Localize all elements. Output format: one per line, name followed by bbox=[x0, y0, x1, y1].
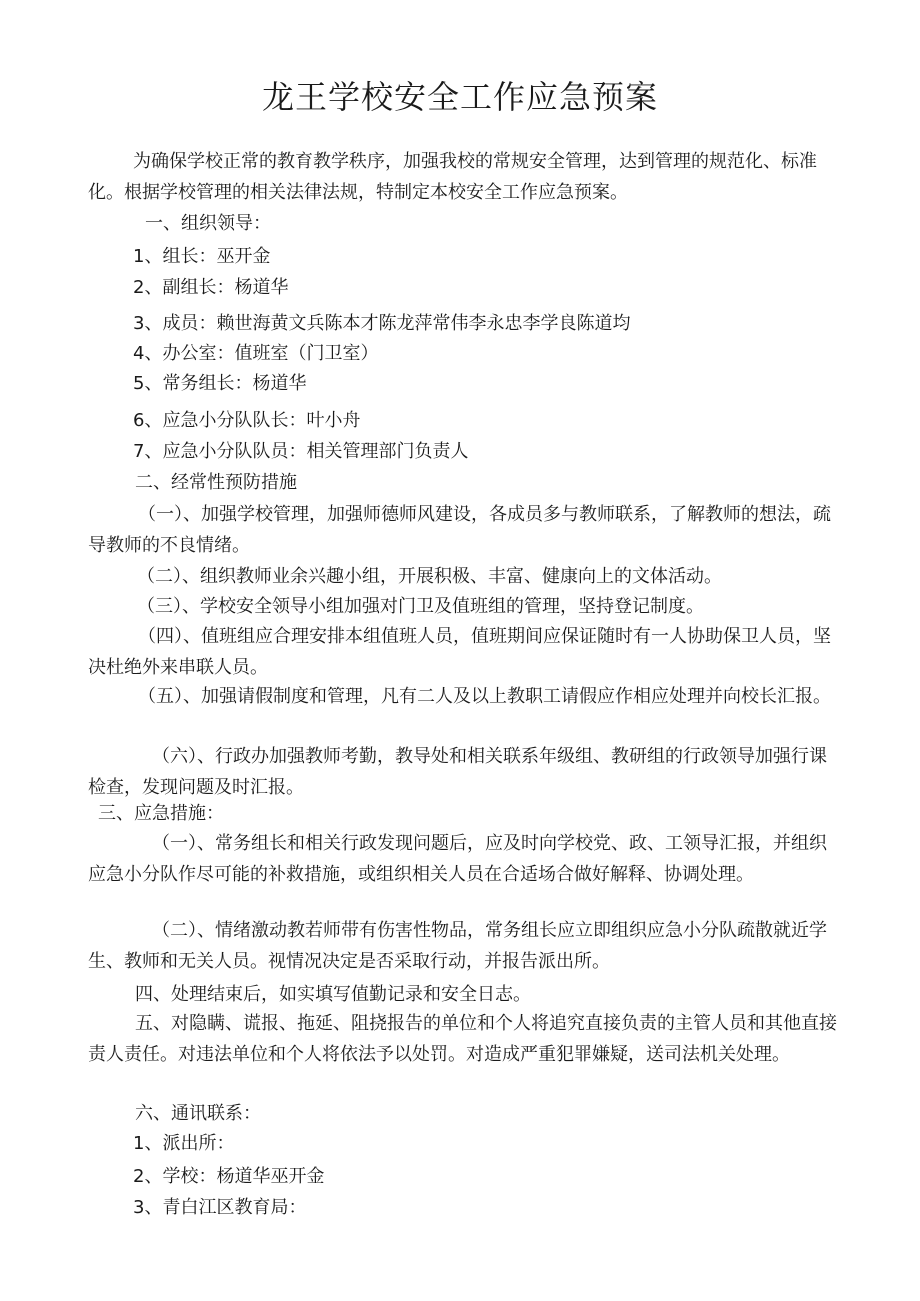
section2-paragraph-3: （三）、学校安全领导小组加强对门卫及值班组的管理，坚持登记制度。 bbox=[137, 596, 704, 617]
intro-paragraph: 为确保学校正常的教育教学秩序，加强我校的常规安全管理，达到管理的规范化、标准化。根据学校管理的相关法律法规，特制定本校安全工作应急预案。 bbox=[88, 151, 817, 203]
school-contact-item: 2、学校：杨道华巫开金 bbox=[133, 1166, 325, 1187]
section3-paragraph-1: （一）、常务组长和相关行政发现问题后，应及时向学校党、政、工领导汇报，并组织应急小分队作尽可能的补救措施，或组织相关人员在合适场合做好解释、协调处理。 bbox=[88, 833, 827, 885]
section2-paragraph-5: （五）、加强请假制度和管理，凡有二人及以上教职工请假应作相应处理并向校长汇报。 bbox=[138, 686, 831, 707]
members-item: 3、成员：赖世海黄文兵陈本才陈龙萍常伟李永忠李学良陈道均 bbox=[133, 313, 631, 334]
section2-paragraph-6: （六）、行政办加强教师考勤，教导处和相关联系年级组、教研组的行政领导加强行课检查，发现问题及时汇报。 bbox=[88, 746, 827, 798]
section2-heading: 二、经常性预防措施 bbox=[135, 472, 297, 493]
section2-paragraph-1: （一）、加强学校管理，加强师德师风建设，各成员多与教师联系，了解教师的想法，疏导教师的不良情绪。 bbox=[88, 504, 831, 556]
document-title: 龙王学校安全工作应急预案 bbox=[261, 78, 658, 116]
section1-heading: 一、组织领导： bbox=[145, 213, 271, 234]
office-item: 4、办公室：值班室（门卫室） bbox=[133, 343, 379, 364]
leader-item: 1、组长：巫开金 bbox=[133, 246, 271, 267]
section6-heading: 六、通讯联系： bbox=[135, 1103, 261, 1124]
section5-paragraph: 五、对隐瞒、谎报、拖延、阻挠报告的单位和个人将追究直接负责的主管人员和其他直接责人责任。对违法单位和个人将依法予以处罚。对造成严重犯罪嫌疑，送司法机关处理。 bbox=[88, 1013, 837, 1065]
section4-paragraph: 四、处理结束后，如实填写值勤记录和安全日志。 bbox=[135, 984, 531, 1005]
deputy-leader-item: 2、副组长：杨道华 bbox=[133, 277, 289, 298]
squad-captain-item: 6、应急小分队队长：叶小舟 bbox=[133, 410, 361, 431]
section3-paragraph-2: （二）、情绪激动教若师带有伤害性物品，常务组长应立即组织应急小分队疏散就近学生、教师和无关人员。视情况决定是否采取行动，并报告派出所。 bbox=[88, 920, 827, 972]
executive-leader-item: 5、常务组长：杨道华 bbox=[133, 373, 307, 394]
section2-paragraph-2: （二）、组织教师业余兴趣小组，开展积极、丰富、健康向上的文体活动。 bbox=[137, 566, 722, 587]
section2-paragraph-4: （四）、值班组应合理安排本组值班人员，值班期间应保证随时有一人协助保卫人员，坚决杜绝外来串联人员。 bbox=[88, 626, 831, 678]
squad-members-item: 7、应急小分队队员：相关管理部门负责人 bbox=[133, 441, 469, 462]
section3-heading: 三、应急措施： bbox=[98, 803, 224, 824]
education-bureau-item: 3、青白江区教育局： bbox=[133, 1197, 307, 1218]
police-station-item: 1、派出所： bbox=[133, 1133, 235, 1154]
